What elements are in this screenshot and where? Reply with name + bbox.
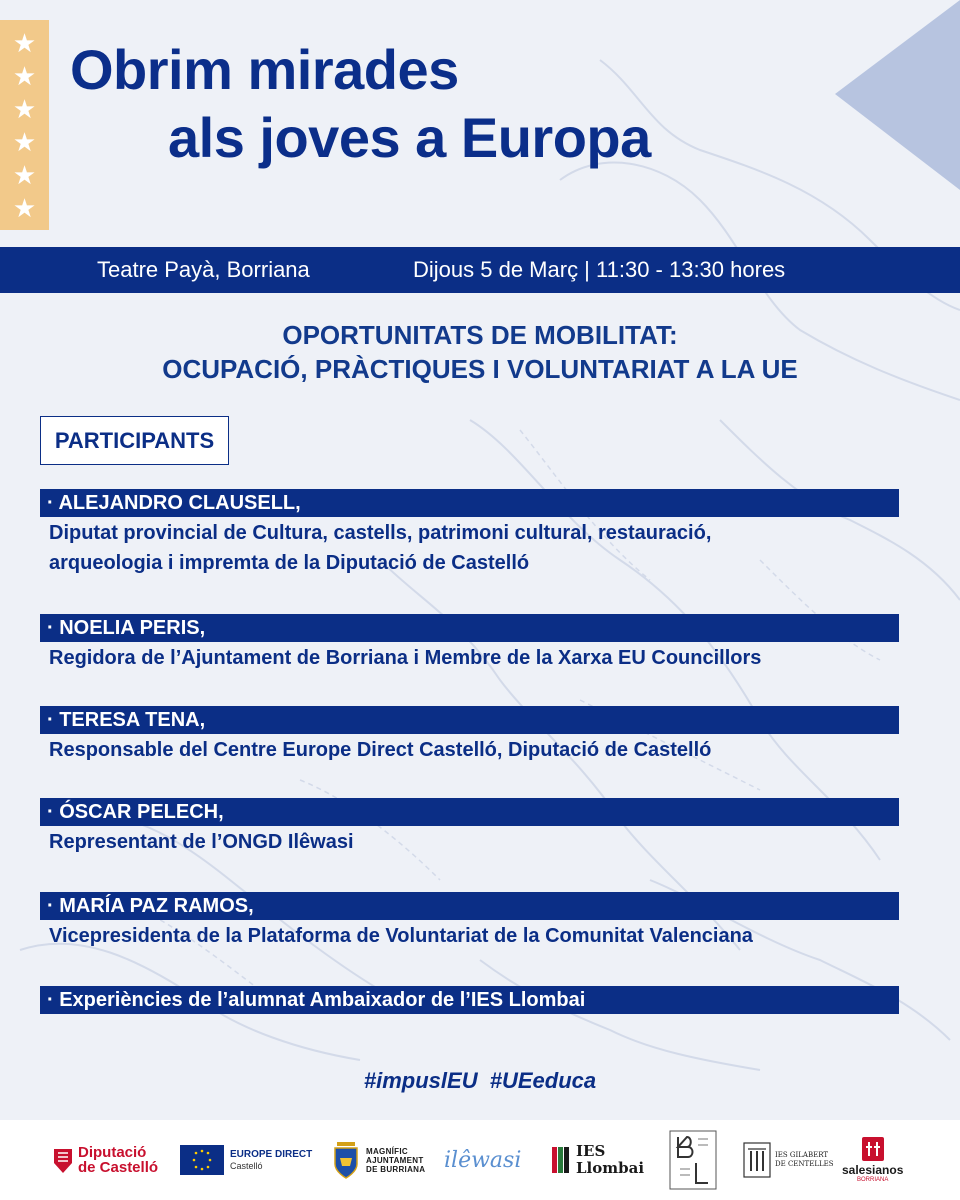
page-title — [70, 36, 651, 172]
participant-name: · MARÍA PAZ RAMOS, — [40, 892, 899, 920]
salesianos-logo — [842, 1120, 903, 1200]
europe-direct-subtitle: Castelló — [230, 1161, 263, 1171]
participant-entry — [40, 489, 899, 578]
ies-llombai-line-1: IES — [576, 1142, 606, 1160]
hashtag: #UEeduca — [489, 1068, 597, 1093]
star-icon: ★ — [12, 27, 37, 58]
subtitle-line-2: OCUPACIÓ, PRÀCTIQUES I VOLUNTARIAT A LA UE — [162, 354, 798, 384]
europe-direct-title: EUROPE DIRECT — [230, 1149, 313, 1160]
diputacio-castello-logo — [52, 1120, 158, 1200]
title-line-1: Obrim mirades — [70, 38, 459, 101]
monogram-icon — [668, 1129, 718, 1191]
hashtags — [0, 1068, 960, 1094]
participant-name: · Experiències de l’alumnat Ambaixador de l’IES Llombai — [40, 986, 899, 1014]
event-venue: Teatre Payà, Borriana — [97, 257, 310, 282]
salesianos-wordmark: salesianos — [842, 1163, 904, 1177]
event-subtitle — [0, 318, 960, 386]
ilewasi-wordmark: ilêwasi — [444, 1147, 522, 1173]
ies-gilabert-line-2: DE CENTELLES — [775, 1160, 834, 1168]
burriana-crest-icon — [332, 1140, 360, 1180]
participant-entry — [40, 614, 899, 673]
diputacio-line-1: Diputació — [78, 1144, 147, 1161]
participant-description — [40, 643, 899, 673]
participant-name: · ÓSCAR PELECH, — [40, 798, 899, 826]
eu-flag-icon — [180, 1145, 224, 1175]
participant-name: · TERESA TENA, — [40, 706, 899, 734]
corner-triangle-decoration — [835, 0, 960, 190]
description-line: Representant de l’ONGD Ilêwasi — [49, 831, 354, 853]
title-line-2: als joves a Europa — [168, 106, 651, 169]
star-icon: ★ — [12, 192, 37, 223]
description-line: Regidora de l’Ajuntament de Borriana i Membre de la Xarxa EU Councillors — [49, 647, 762, 669]
subtitle-line-1: OPORTUNITATS DE MOBILITAT: — [282, 320, 678, 350]
sponsor-logos-footer — [0, 1120, 960, 1200]
participant-entry — [40, 798, 899, 857]
salesianos-subtitle: BORRIANA — [857, 1177, 889, 1183]
participant-description — [40, 735, 899, 765]
participant-entry — [40, 892, 899, 951]
hashtag: #impuslEU — [363, 1068, 478, 1093]
ilewasi-logo — [444, 1120, 521, 1200]
participant-description — [40, 827, 899, 857]
participant-entry — [40, 986, 899, 1014]
description-line: arqueologia i impremta de la Diputació de Castelló — [49, 552, 530, 574]
monogram-school-logo — [668, 1120, 718, 1200]
eu-stars-bar — [0, 20, 49, 230]
europe-direct-logo — [180, 1120, 312, 1200]
ies-llombai-logo — [552, 1120, 644, 1200]
event-datetime: Dijous 5 de Març | 11:30 - 13:30 hores — [413, 257, 786, 282]
ajuntament-line-2: AJUNTAMENT — [366, 1155, 424, 1165]
ies-gilabert-logo — [742, 1120, 834, 1200]
ies-gilabert-emblem-icon — [742, 1141, 772, 1179]
participant-name: · NOELIA PERIS, — [40, 614, 899, 642]
ies-llombai-line-2: Llombai — [576, 1159, 645, 1177]
star-icon: ★ — [12, 159, 37, 190]
participant-entry — [40, 706, 899, 765]
star-icon: ★ — [12, 126, 37, 157]
participants-heading: PARTICIPANTS — [40, 416, 229, 465]
participant-name: · ALEJANDRO CLAUSELL, — [40, 489, 899, 517]
participant-description — [40, 518, 899, 578]
ajuntament-line-1: MAGNÍFIC — [366, 1146, 408, 1156]
diputacio-line-2: de Castelló — [78, 1159, 159, 1176]
description-line: Responsable del Centre Europe Direct Castelló, Diputació de Castelló — [49, 739, 712, 761]
ies-gilabert-line-1: IES GILABERT — [775, 1151, 829, 1159]
star-icon: ★ — [12, 93, 37, 124]
ies-llombai-icon — [552, 1145, 572, 1175]
ajuntament-burriana-logo — [332, 1120, 425, 1200]
diputacio-shield-icon — [52, 1145, 74, 1175]
participant-description — [40, 921, 899, 951]
ajuntament-line-3: DE BURRIANA — [366, 1164, 426, 1174]
star-icon: ★ — [12, 60, 37, 91]
description-line: Diputat provincial de Cultura, castells, patrimoni cultural, restauració, — [49, 522, 712, 544]
event-info-bar — [0, 247, 960, 293]
description-line: Vicepresidenta de la Plataforma de Voluntariat de la Comunitat Valenciana — [49, 925, 753, 947]
salesianos-emblem-icon — [862, 1137, 884, 1161]
